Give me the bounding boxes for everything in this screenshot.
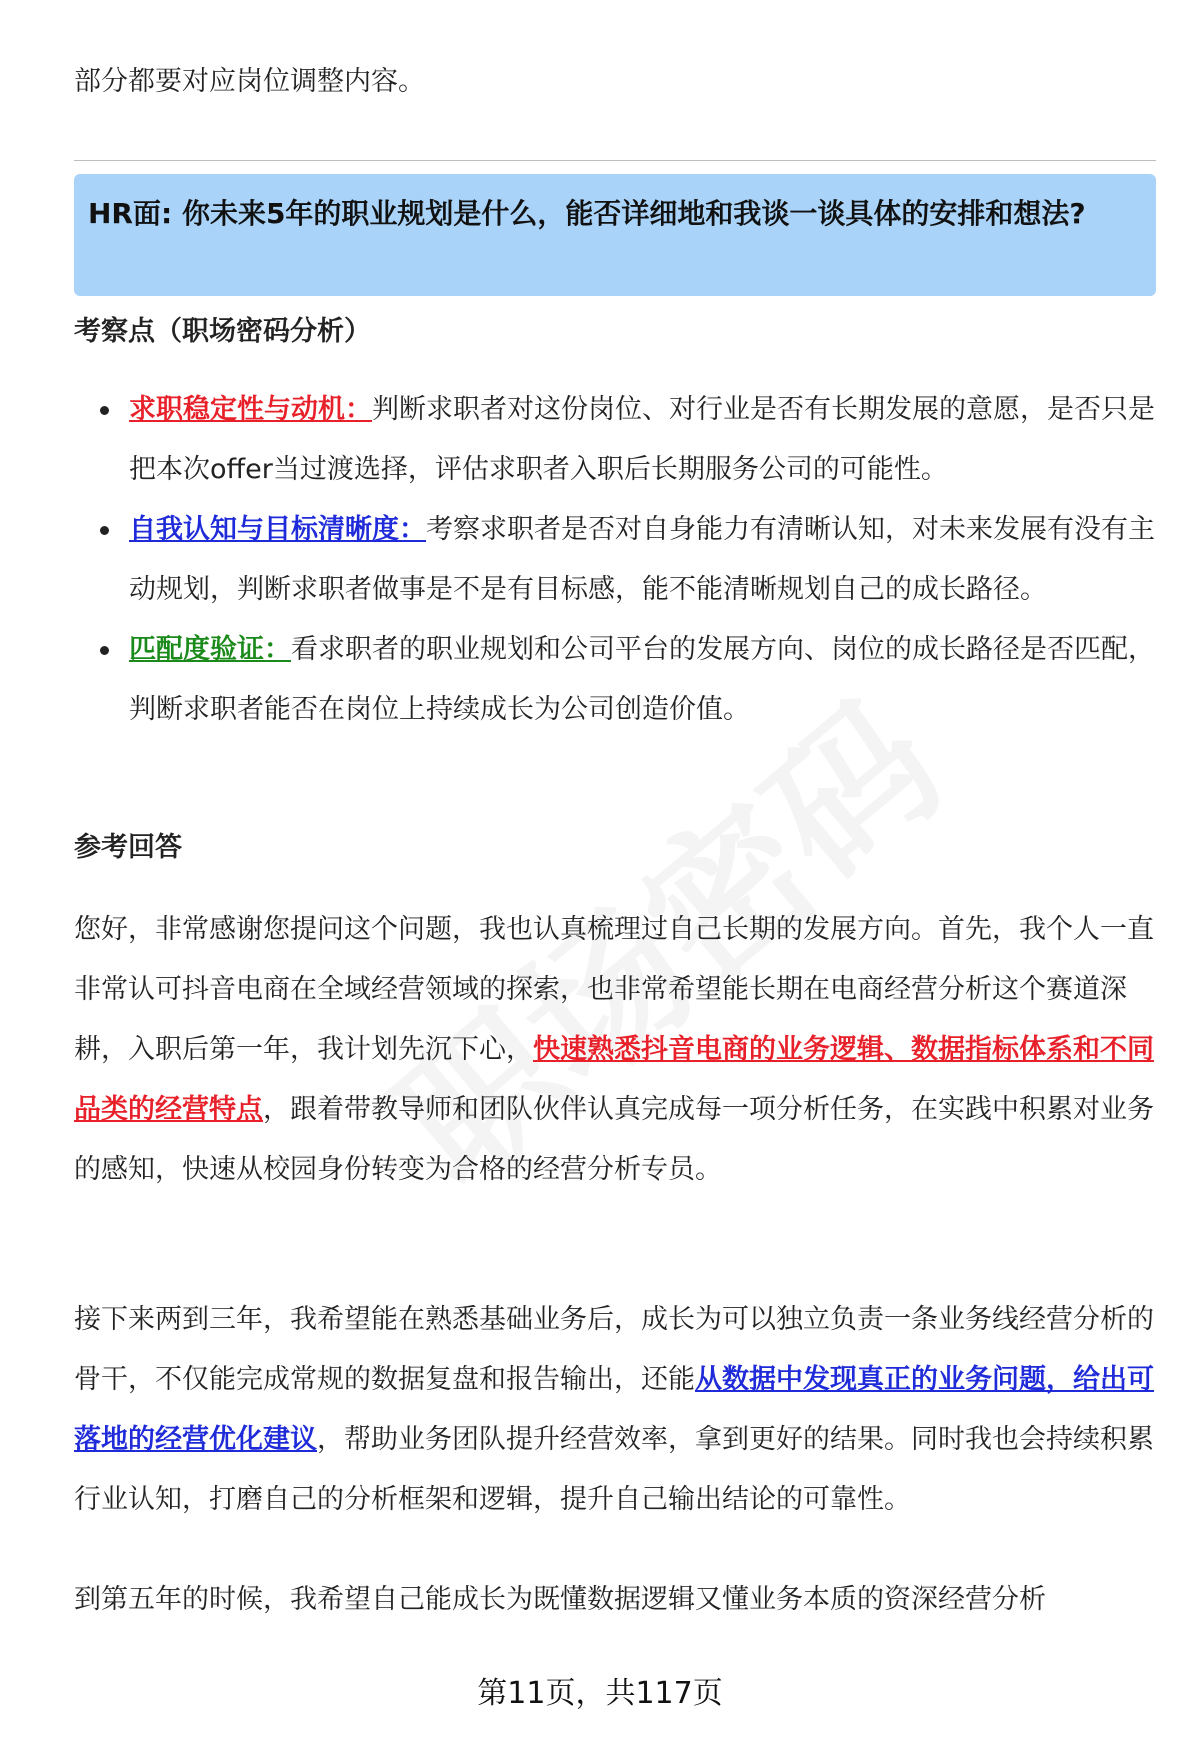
page-number: 第11页，共117页: [477, 1676, 723, 1711]
points-list: [74, 380, 1156, 740]
bullet-icon: [100, 406, 109, 415]
paragraph-text: ，帮助业务团队提升经营效率，拿到更好的结果。同时我也会持续积累行业认知，打磨自己的分析框架和逻辑，提升自己输出结论的可靠性。: [74, 1424, 1154, 1515]
divider: [74, 160, 1156, 161]
paragraph-text: ，跟着带教导师和团队伙伴认真完成每一项分析任务，在实践中积累对业务的感知，快速从校园身份转变为合格的经营分析专员。: [74, 1094, 1154, 1185]
list-item: [74, 380, 1156, 500]
continuation-text: 部分都要对应岗位调整内容。: [74, 66, 425, 97]
answer-paragraph-3: 到第五年的时候，我希望自己能成长为既懂数据逻辑又懂业务本质的资深经营分析: [74, 1584, 1046, 1615]
answer-paragraph-2: [74, 1290, 1156, 1530]
point-text: 看求职者的职业规划和公司平台的发展方向、岗位的成长路径是否匹配，判断求职者能否在岗位上持续成长为公司创造价值。: [129, 634, 1155, 725]
question-text: HR面: 你未来5年的职业规划是什么，能否详细地和我谈一谈具体的安排和想法?: [88, 197, 1086, 230]
highlight-text: 快速熟悉抖音电商的业务逻辑、数据指标体系和不同品类的经营特点: [74, 1034, 1154, 1125]
list-item: [74, 500, 1156, 620]
point-text: 判断求职者对这份岗位、对行业是否有长期发展的意愿，是否只是把本次offer当过渡选择，评估求职者入职后长期服务公司的可能性。: [129, 394, 1155, 485]
answer-heading: 参考回答: [74, 832, 182, 863]
paragraph-text: 您好，非常感谢您提问这个问题，我也认真梳理过自己长期的发展方向。首先，我个人一直非常认可抖音电商在全域经营领域的探索，也非常希望能长期在电商经营分析这个赛道深耕，入职后第一年，我计划先沉下心，: [74, 914, 1154, 1065]
point-keyword: 求职稳定性与动机：: [129, 394, 372, 425]
highlight-text: 从数据中发现真正的业务问题，给出可落地的经营优化建议: [74, 1364, 1154, 1455]
points-heading: 考察点（职场密码分析）: [74, 316, 371, 347]
list-item: [74, 620, 1156, 740]
point-text: 考察求职者是否对自身能力有清晰认知，对未来发展有没有主动规划，判断求职者做事是不是有目标感，能不能清晰规划自己的成长路径。: [129, 514, 1155, 605]
point-keyword: 匹配度验证：: [129, 634, 291, 665]
bullet-icon: [100, 646, 109, 655]
question-box: [74, 174, 1156, 296]
bullet-icon: [100, 526, 109, 535]
answer-paragraph-1: [74, 900, 1156, 1200]
point-keyword: 自我认知与目标清晰度：: [129, 514, 426, 545]
paragraph-text: 接下来两到三年，我希望能在熟悉基础业务后，成长为可以独立负责一条业务线经营分析的骨干，不仅能完成常规的数据复盘和报告输出，还能: [74, 1304, 1154, 1395]
